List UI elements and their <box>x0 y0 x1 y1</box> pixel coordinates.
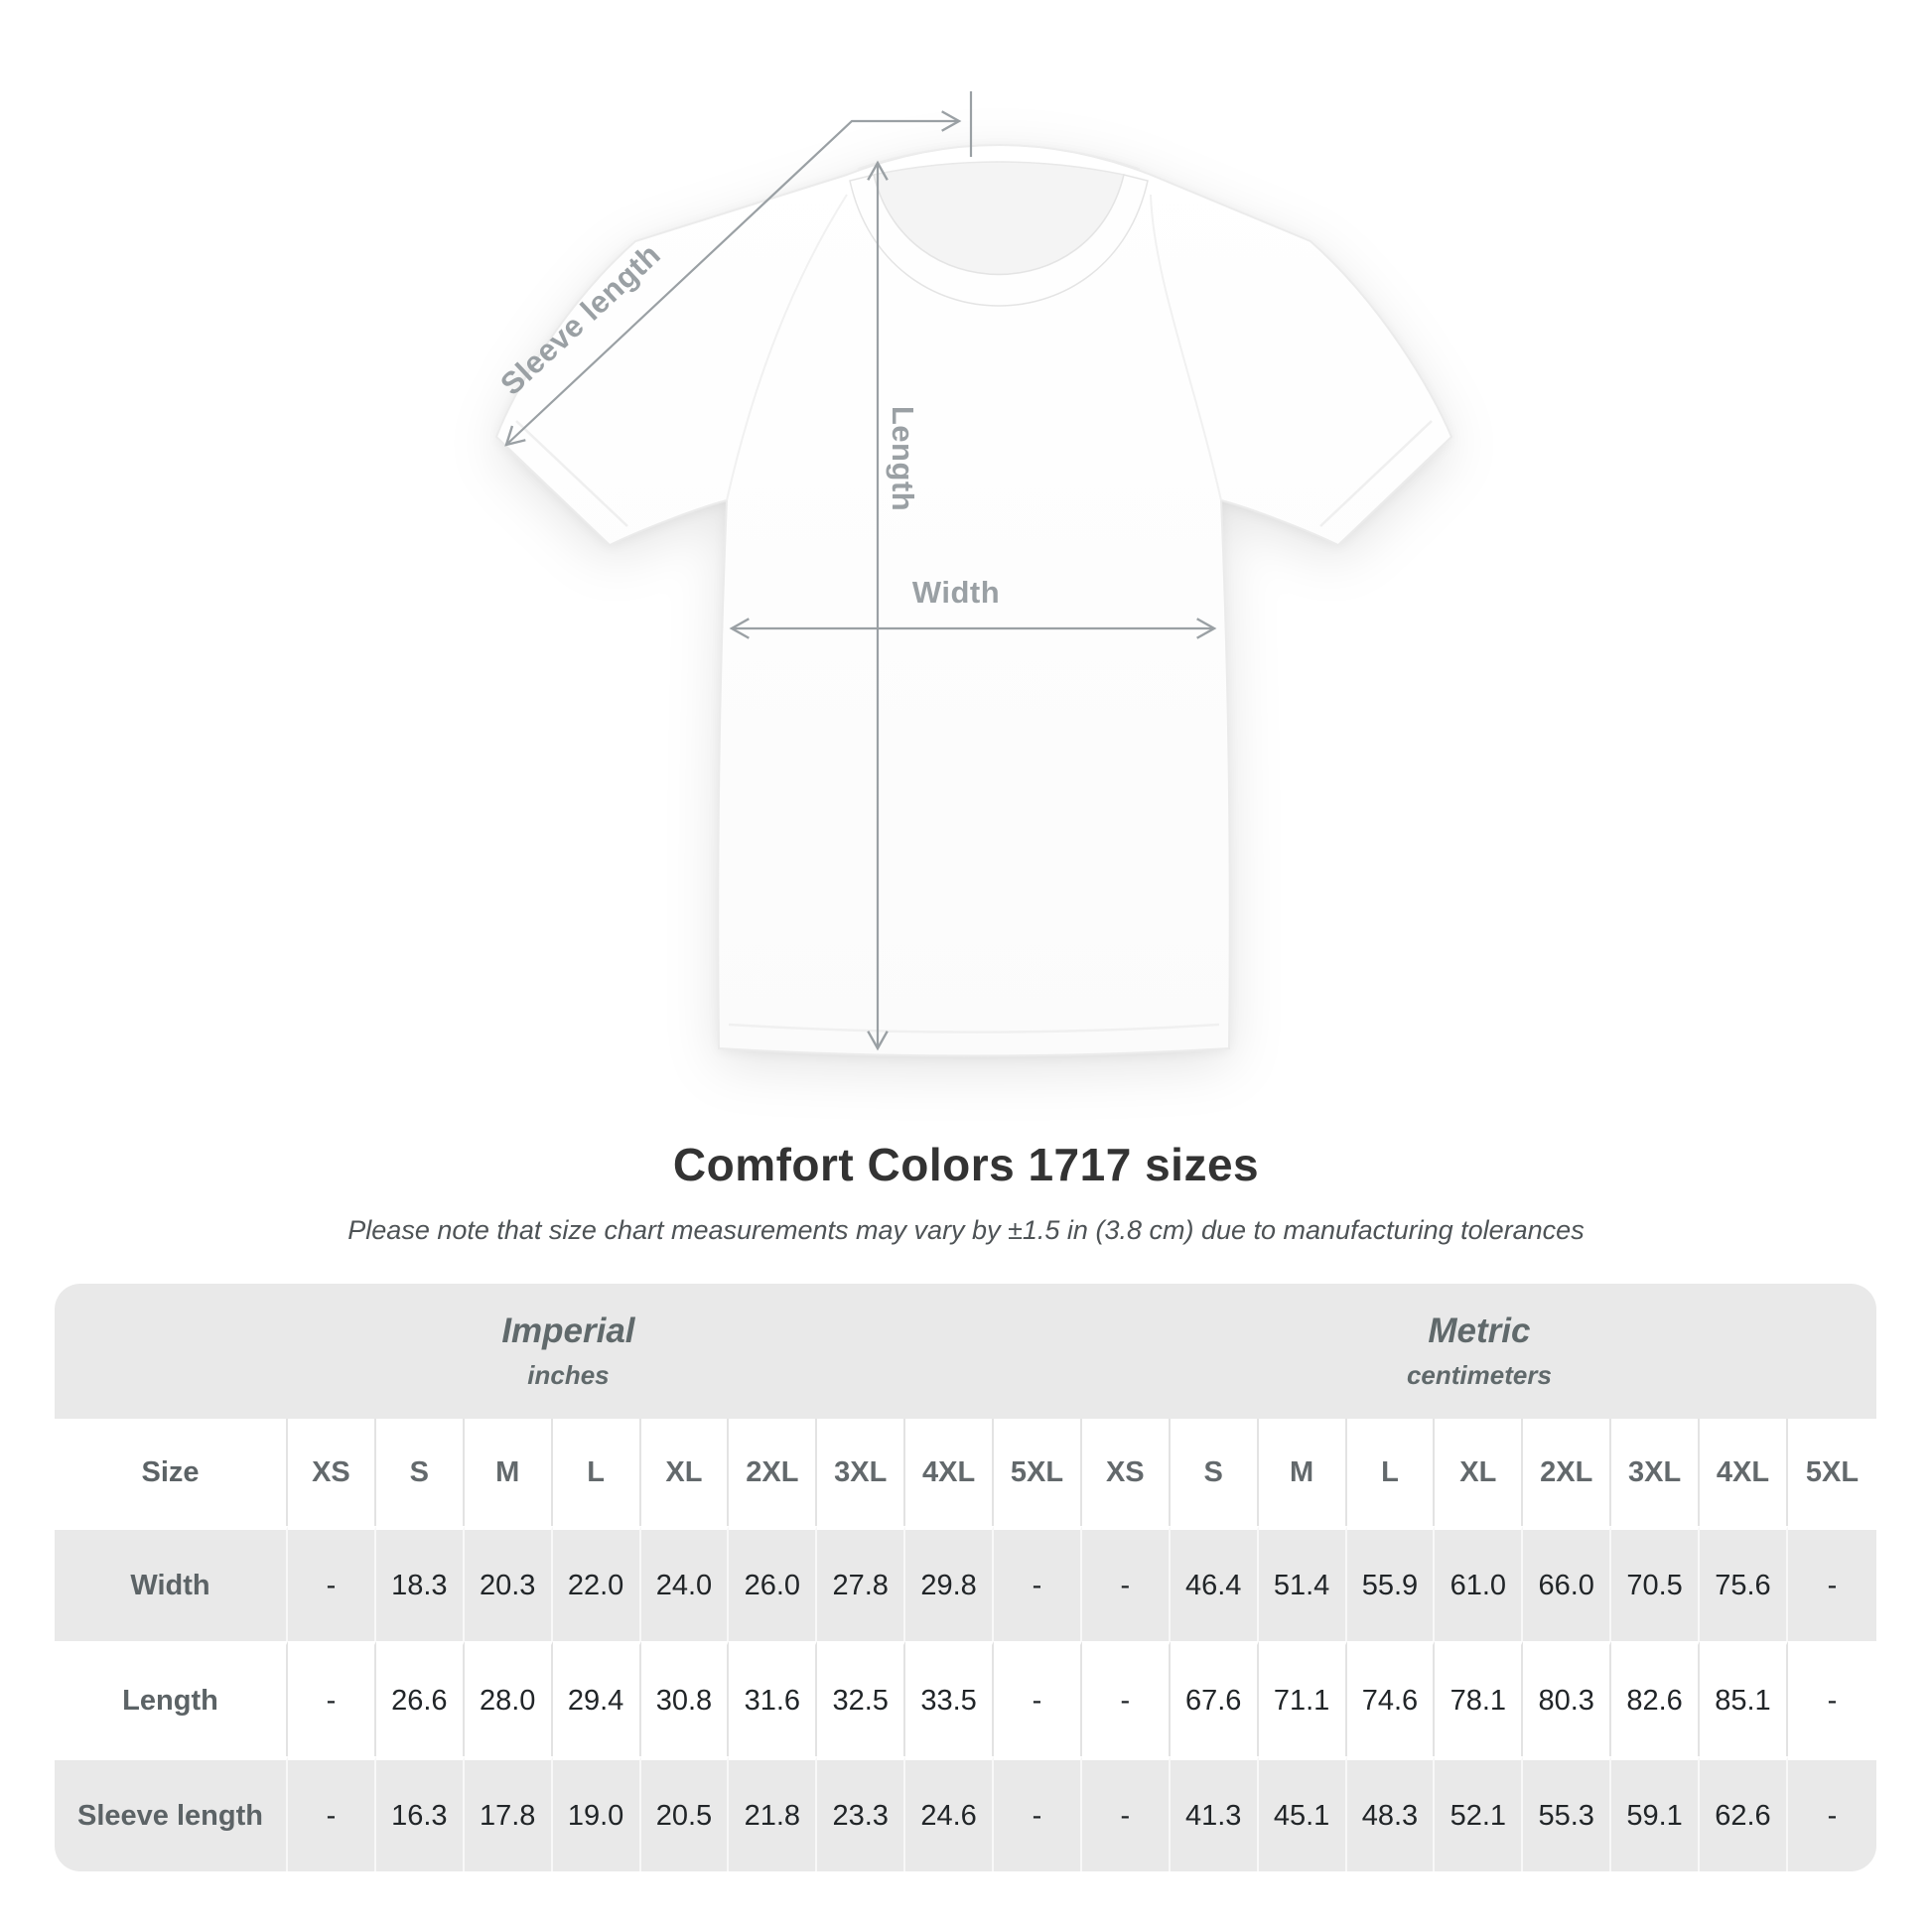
value-cell: 28.0 <box>465 1641 553 1756</box>
value-cell: - <box>288 1641 376 1756</box>
value-cell: - <box>994 1641 1082 1756</box>
imperial-header <box>55 1284 1082 1419</box>
size-col-header: 4XL <box>1700 1419 1788 1526</box>
value-cell: - <box>1788 1756 1876 1871</box>
table-row <box>55 1756 1876 1871</box>
metric-unit: centimeters <box>1406 1360 1552 1390</box>
metric-header <box>1082 1284 1876 1419</box>
value-cell: 78.1 <box>1435 1641 1523 1756</box>
length-label: Length <box>886 405 920 512</box>
width-label: Width <box>911 575 1001 610</box>
value-cell: 80.3 <box>1523 1641 1611 1756</box>
value-cell: - <box>1082 1756 1171 1871</box>
value-cell: 46.4 <box>1171 1526 1259 1641</box>
size-table <box>55 1284 1876 1871</box>
sleeve-length-label: Sleeve length <box>493 236 668 402</box>
value-cell: 33.5 <box>905 1641 994 1756</box>
row-label: Sleeve length <box>55 1756 288 1871</box>
table-body <box>55 1284 1876 1871</box>
size-col-header: M <box>1259 1419 1347 1526</box>
tolerance-note: Please note that size chart measurements may vary by ±1.5 in (3.8 cm) due to manufacturing tolerances <box>347 1215 1585 1245</box>
value-cell: 29.4 <box>553 1641 641 1756</box>
size-col-header: 2XL <box>729 1419 817 1526</box>
size-col-header: L <box>553 1419 641 1526</box>
value-cell: 30.8 <box>641 1641 730 1756</box>
value-cell: 52.1 <box>1435 1756 1523 1871</box>
imperial-label: Imperial <box>501 1311 635 1350</box>
value-cell: 17.8 <box>465 1756 553 1871</box>
size-table-grid <box>55 1284 1876 1871</box>
value-cell: 51.4 <box>1259 1526 1347 1641</box>
value-cell: 62.6 <box>1700 1756 1788 1871</box>
value-cell: 70.5 <box>1611 1526 1700 1641</box>
value-cell: - <box>1788 1641 1876 1756</box>
value-cell: - <box>288 1756 376 1871</box>
value-cell: - <box>288 1526 376 1641</box>
value-cell: 20.3 <box>465 1526 553 1641</box>
value-cell: 48.3 <box>1347 1756 1436 1871</box>
value-cell: 20.5 <box>641 1756 730 1871</box>
size-col-header: XL <box>1435 1419 1523 1526</box>
value-cell: 26.6 <box>376 1641 465 1756</box>
value-cell: 59.1 <box>1611 1756 1700 1871</box>
unit-header-row <box>55 1284 1876 1419</box>
value-cell: 67.6 <box>1171 1641 1259 1756</box>
size-column-header: Size <box>55 1419 288 1526</box>
value-cell: - <box>994 1526 1082 1641</box>
size-header-row <box>55 1419 1876 1526</box>
table-row <box>55 1526 1876 1641</box>
value-cell: 61.0 <box>1435 1526 1523 1641</box>
size-col-header: L <box>1347 1419 1436 1526</box>
value-cell: 16.3 <box>376 1756 465 1871</box>
value-cell: 27.8 <box>817 1526 905 1641</box>
row-label: Width <box>55 1526 288 1641</box>
value-cell: 24.0 <box>641 1526 730 1641</box>
value-cell: - <box>1082 1641 1171 1756</box>
size-col-header: XL <box>641 1419 730 1526</box>
size-col-header: S <box>1171 1419 1259 1526</box>
size-col-header: 5XL <box>994 1419 1082 1526</box>
value-cell: 23.3 <box>817 1756 905 1871</box>
value-cell: 32.5 <box>817 1641 905 1756</box>
size-col-header: S <box>376 1419 465 1526</box>
value-cell: 71.1 <box>1259 1641 1347 1756</box>
value-cell: 19.0 <box>553 1756 641 1871</box>
value-cell: 66.0 <box>1523 1526 1611 1641</box>
value-cell: - <box>994 1756 1082 1871</box>
size-col-header: 5XL <box>1788 1419 1876 1526</box>
size-col-header: 2XL <box>1523 1419 1611 1526</box>
size-col-header: 3XL <box>817 1419 905 1526</box>
row-label: Length <box>55 1641 288 1756</box>
value-cell: 55.3 <box>1523 1756 1611 1871</box>
metric-label: Metric <box>1428 1311 1531 1350</box>
value-cell: 85.1 <box>1700 1641 1788 1756</box>
value-cell: 18.3 <box>376 1526 465 1641</box>
value-cell: - <box>1082 1526 1171 1641</box>
size-col-header: XS <box>1082 1419 1171 1526</box>
value-cell: 82.6 <box>1611 1641 1700 1756</box>
value-cell: - <box>1788 1526 1876 1641</box>
value-cell: 26.0 <box>729 1526 817 1641</box>
size-col-header: M <box>465 1419 553 1526</box>
table-row <box>55 1641 1876 1756</box>
size-col-header: XS <box>288 1419 376 1526</box>
value-cell: 21.8 <box>729 1756 817 1871</box>
value-cell: 75.6 <box>1700 1526 1788 1641</box>
imperial-unit: inches <box>527 1360 610 1390</box>
value-cell: 22.0 <box>553 1526 641 1641</box>
page-title: Comfort Colors 1717 sizes <box>672 1139 1260 1190</box>
value-cell: 74.6 <box>1347 1641 1436 1756</box>
value-cell: 41.3 <box>1171 1756 1259 1871</box>
value-cell: 31.6 <box>729 1641 817 1756</box>
value-cell: 29.8 <box>905 1526 994 1641</box>
value-cell: 45.1 <box>1259 1756 1347 1871</box>
value-cell: 55.9 <box>1347 1526 1436 1641</box>
size-col-header: 4XL <box>905 1419 994 1526</box>
size-col-header: 3XL <box>1611 1419 1700 1526</box>
value-cell: 24.6 <box>905 1756 994 1871</box>
